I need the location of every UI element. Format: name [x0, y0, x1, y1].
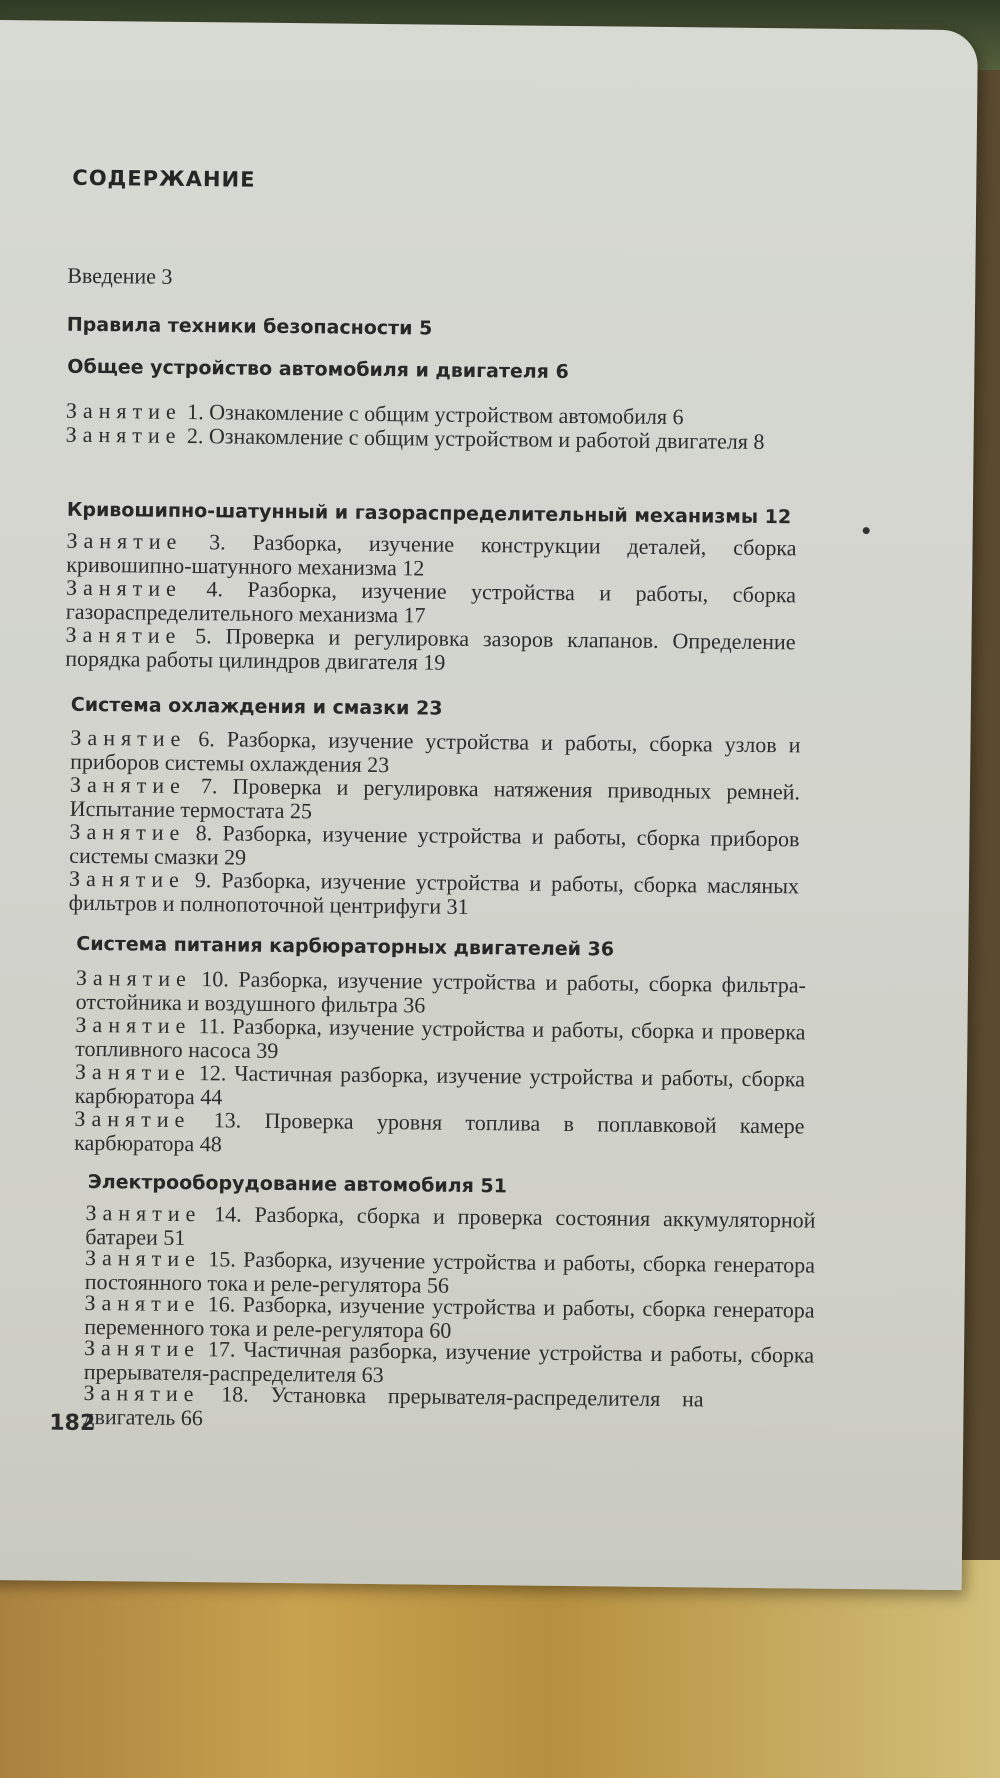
lesson-text: 7. Проверка и регулировка натяжения приводных ремней. Испытание термостата 25	[69, 773, 801, 824]
ink-speck	[863, 527, 870, 534]
lesson-text: 4. Разборка, изучение устройства и работы, сборка газораспределительного механизма 17	[65, 576, 797, 628]
toc-intro: Введение 3	[67, 262, 173, 289]
lesson-label: Занятие	[65, 574, 183, 601]
lesson-text: 5. Проверка и регулировка зазоров клапанов. Определение порядка работы цилиндров двигателя 19	[65, 623, 796, 675]
lesson-text: 14. Разборка, сборка и проверка состояния аккумуляторной батареи 51	[85, 1201, 816, 1251]
lesson-text: 13. Проверка уровня топлива в поплавковой камере карбюратора 48	[74, 1107, 805, 1157]
lesson-entry	[74, 1107, 804, 1163]
lesson-label: Занятие	[84, 1289, 201, 1317]
lesson-entry	[69, 867, 799, 923]
section-title: Общее устройство автомобиля и двигателя 6	[67, 355, 569, 383]
lesson-text: 9. Разборка, изучение устройства и работы, сборка масляных фильтров и полнопоточной центрифуги 31	[68, 867, 800, 919]
background-table-surface	[0, 1560, 1000, 1778]
lesson-label: Занятие	[70, 724, 187, 751]
lesson-entry	[66, 423, 796, 455]
lesson-label: Занятие	[83, 1379, 200, 1407]
page-number: 182	[49, 1410, 96, 1437]
lesson-label: Занятие	[83, 1334, 201, 1362]
section-title: Электрооборудование автомобиля 51	[87, 1170, 508, 1198]
lesson-text: 16. Разборка, изучение устройства и работы, сборка генератора переменного тока и реле-регулятора 60	[84, 1291, 815, 1343]
lesson-text: 1. Ознакомление с общим устройством автомобиля 6	[187, 398, 684, 430]
lesson-text: 2. Ознакомление с общим устройством и работой двигателя 8	[186, 422, 765, 455]
section-title: Система охлаждения и смазки 23	[70, 693, 443, 720]
lesson-label: Занятие	[84, 1244, 202, 1272]
section-title: Система питания карбюраторных двигателей 36	[76, 932, 615, 961]
lesson-text: 8. Разборка, изучение устройства и работы, сборка приборов системы смазки 29	[69, 820, 800, 870]
book-page	[0, 20, 978, 1590]
lesson-label: Занятие	[75, 1011, 192, 1039]
toc-safety: Правила техники безопасности 5	[66, 313, 433, 340]
lesson-text: 15. Разборка, изучение устройства и работы, сборка генератора постоянного тока и реле-регулятора 56	[84, 1246, 816, 1298]
lesson-label: Занятие	[65, 421, 182, 448]
lesson-label: Занятие	[69, 818, 186, 845]
lesson-label: Занятие	[74, 1105, 191, 1133]
lesson-label: Занятие	[69, 771, 186, 798]
toc-heading: СОДЕРЖАНИЕ	[72, 165, 256, 192]
lesson-label: Занятие	[75, 964, 192, 992]
lesson-text: 18. Установка прерывателя-распределителя на двигатель 66	[83, 1381, 704, 1431]
lesson-text: 11. Разборка, изучение устройства и работы, сборка и проверка топливного насоса 39	[75, 1013, 806, 1063]
lesson-label: Занятие	[65, 621, 182, 648]
lesson-text: 10. Разборка, изучение устройства и работы, сборка фильтра-отстойника и воздушного фильтра 36	[75, 966, 807, 1018]
lesson-text: 17. Частичная разборка, изучение устройства и работы, сборка прерывателя-распределителя 63	[83, 1336, 815, 1388]
lesson-label: Занятие	[65, 397, 182, 424]
lesson-label: Занятие	[68, 865, 185, 892]
lesson-entry	[65, 623, 795, 679]
lesson-text: 3. Разборка, изучение конструкции деталей, сборка кривошипно-шатунного механизма 12	[66, 529, 797, 581]
lesson-label: Занятие	[66, 527, 183, 554]
lesson-label: Занятие	[85, 1199, 202, 1227]
lesson-label: Занятие	[74, 1058, 191, 1086]
lesson-entry	[83, 1381, 703, 1435]
lesson-text: 6. Разборка, изучение устройства и работы, сборка узлов и приборов системы охлаждения 23	[70, 726, 801, 778]
lesson-text: 12. Частичная разборка, изучение устройства и работы, сборка карбюратора 44	[74, 1060, 806, 1110]
section-title: Кривошипно-шатунный и газораспределительный механизмы 12	[66, 498, 792, 529]
